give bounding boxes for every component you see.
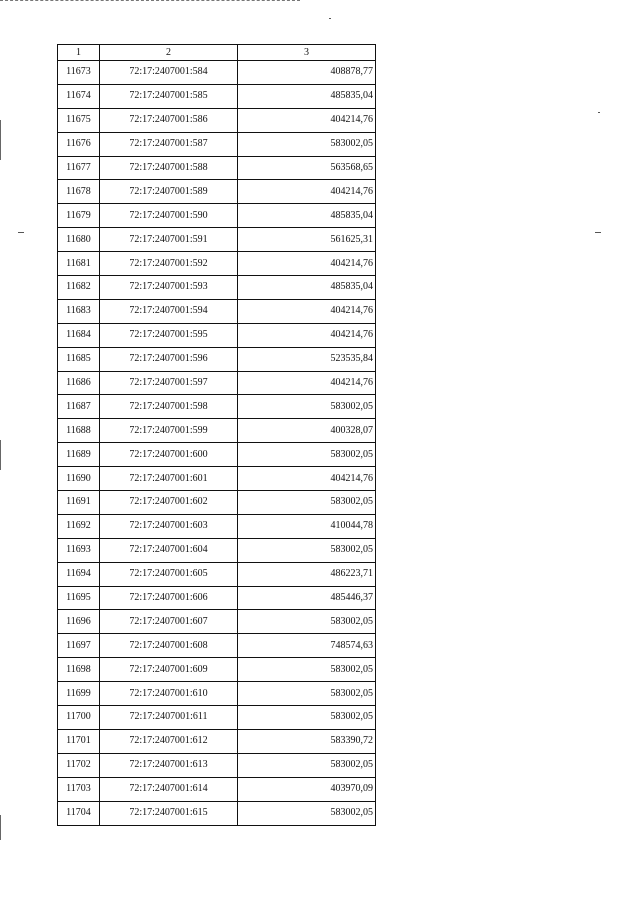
value-cell: 486223,71 [238, 562, 376, 586]
row-number-cell: 11690 [58, 467, 100, 491]
cadastral-number-cell: 72:17:2407001:608 [100, 634, 238, 658]
value-cell: 583002,05 [238, 801, 376, 825]
value-cell: 583002,05 [238, 658, 376, 682]
table-row [58, 753, 376, 777]
table-row [58, 634, 376, 658]
cadastral-number-cell: 72:17:2407001:596 [100, 347, 238, 371]
scan-margin-mark [0, 120, 1, 160]
table-row [58, 443, 376, 467]
table-row [58, 84, 376, 108]
value-cell: 583002,05 [238, 753, 376, 777]
value-cell: 404214,76 [238, 299, 376, 323]
row-number-cell: 11677 [58, 156, 100, 180]
row-number-cell: 11700 [58, 706, 100, 730]
table-row [58, 132, 376, 156]
cadastral-number-cell: 72:17:2407001:587 [100, 132, 238, 156]
table-row [58, 323, 376, 347]
value-cell: 748574,63 [238, 634, 376, 658]
row-number-cell: 11683 [58, 299, 100, 323]
value-cell: 561625,31 [238, 228, 376, 252]
cadastral-number-cell: 72:17:2407001:605 [100, 562, 238, 586]
row-number-cell: 11680 [58, 228, 100, 252]
cadastral-number-cell: 72:17:2407001:611 [100, 706, 238, 730]
table-row [58, 371, 376, 395]
column-header: 3 [238, 45, 376, 61]
cadastral-number-cell: 72:17:2407001:597 [100, 371, 238, 395]
value-cell: 583002,05 [238, 682, 376, 706]
header-row [58, 45, 376, 61]
row-number-cell: 11688 [58, 419, 100, 443]
cadastral-number-cell: 72:17:2407001:604 [100, 538, 238, 562]
value-cell: 485835,04 [238, 276, 376, 300]
row-number-cell: 11696 [58, 610, 100, 634]
row-number-cell: 11687 [58, 395, 100, 419]
table-row [58, 682, 376, 706]
cadastral-number-cell: 72:17:2407001:598 [100, 395, 238, 419]
row-number-cell: 11701 [58, 729, 100, 753]
value-cell: 404214,76 [238, 252, 376, 276]
row-number-cell: 11682 [58, 276, 100, 300]
row-number-cell: 11673 [58, 61, 100, 85]
scan-speck [595, 232, 601, 233]
cadastral-number-cell: 72:17:2407001:606 [100, 586, 238, 610]
row-number-cell: 11694 [58, 562, 100, 586]
scan-speck [598, 112, 600, 113]
value-cell: 404214,76 [238, 371, 376, 395]
cadastral-number-cell: 72:17:2407001:600 [100, 443, 238, 467]
table-row [58, 228, 376, 252]
cadastral-number-cell: 72:17:2407001:586 [100, 108, 238, 132]
scan-margin-mark [0, 440, 1, 470]
column-header: 1 [58, 45, 100, 61]
value-cell: 403970,09 [238, 777, 376, 801]
table-row [58, 777, 376, 801]
table-row [58, 562, 376, 586]
cadastral-number-cell: 72:17:2407001:592 [100, 252, 238, 276]
cadastral-number-cell: 72:17:2407001:615 [100, 801, 238, 825]
row-number-cell: 11699 [58, 682, 100, 706]
table-row [58, 156, 376, 180]
value-cell: 583002,05 [238, 395, 376, 419]
scan-edge-line [0, 0, 300, 2]
cadastral-number-cell: 72:17:2407001:588 [100, 156, 238, 180]
value-cell: 583002,05 [238, 132, 376, 156]
row-number-cell: 11679 [58, 204, 100, 228]
row-number-cell: 11689 [58, 443, 100, 467]
table-row [58, 610, 376, 634]
table-row [58, 299, 376, 323]
value-cell: 404214,76 [238, 108, 376, 132]
table-row [58, 729, 376, 753]
cadastral-number-cell: 72:17:2407001:601 [100, 467, 238, 491]
table-row [58, 180, 376, 204]
table-row [58, 467, 376, 491]
cadastral-number-cell: 72:17:2407001:591 [100, 228, 238, 252]
value-cell: 583002,05 [238, 443, 376, 467]
row-number-cell: 11686 [58, 371, 100, 395]
value-cell: 400328,07 [238, 419, 376, 443]
table-row [58, 419, 376, 443]
value-cell: 404214,76 [238, 180, 376, 204]
row-number-cell: 11703 [58, 777, 100, 801]
table-row [58, 347, 376, 371]
column-header: 2 [100, 45, 238, 61]
table-row [58, 514, 376, 538]
value-cell: 485835,04 [238, 84, 376, 108]
table-row [58, 276, 376, 300]
table-row [58, 395, 376, 419]
cadastral-number-cell: 72:17:2407001:594 [100, 299, 238, 323]
table-row [58, 108, 376, 132]
row-number-cell: 11702 [58, 753, 100, 777]
table-row [58, 801, 376, 825]
cadastral-number-cell: 72:17:2407001:614 [100, 777, 238, 801]
cadastral-number-cell: 72:17:2407001:589 [100, 180, 238, 204]
cadastral-number-cell: 72:17:2407001:599 [100, 419, 238, 443]
value-cell: 583002,05 [238, 538, 376, 562]
cadastral-value-table [57, 44, 376, 826]
table-row [58, 204, 376, 228]
row-number-cell: 11678 [58, 180, 100, 204]
value-cell: 583002,05 [238, 491, 376, 515]
value-cell: 523535,84 [238, 347, 376, 371]
row-number-cell: 11685 [58, 347, 100, 371]
cadastral-number-cell: 72:17:2407001:595 [100, 323, 238, 347]
row-number-cell: 11692 [58, 514, 100, 538]
cadastral-number-cell: 72:17:2407001:613 [100, 753, 238, 777]
row-number-cell: 11681 [58, 252, 100, 276]
table-row [58, 61, 376, 85]
value-cell: 485835,04 [238, 204, 376, 228]
value-cell: 563568,65 [238, 156, 376, 180]
row-number-cell: 11684 [58, 323, 100, 347]
cadastral-number-cell: 72:17:2407001:607 [100, 610, 238, 634]
value-cell: 583002,05 [238, 706, 376, 730]
cadastral-number-cell: 72:17:2407001:590 [100, 204, 238, 228]
row-number-cell: 11693 [58, 538, 100, 562]
value-cell: 583002,05 [238, 610, 376, 634]
cadastral-number-cell: 72:17:2407001:610 [100, 682, 238, 706]
value-cell: 410044,78 [238, 514, 376, 538]
row-number-cell: 11698 [58, 658, 100, 682]
table-row [58, 538, 376, 562]
cadastral-number-cell: 72:17:2407001:602 [100, 491, 238, 515]
table-row [58, 252, 376, 276]
value-cell: 408878,77 [238, 61, 376, 85]
scan-speck [18, 232, 24, 233]
scan-margin-mark [0, 815, 1, 840]
cadastral-number-cell: 72:17:2407001:603 [100, 514, 238, 538]
value-cell: 404214,76 [238, 323, 376, 347]
scan-speck [329, 18, 331, 19]
table-row [58, 586, 376, 610]
row-number-cell: 11691 [58, 491, 100, 515]
row-number-cell: 11697 [58, 634, 100, 658]
cadastral-number-cell: 72:17:2407001:585 [100, 84, 238, 108]
cadastral-number-cell: 72:17:2407001:584 [100, 61, 238, 85]
cadastral-number-cell: 72:17:2407001:612 [100, 729, 238, 753]
value-cell: 404214,76 [238, 467, 376, 491]
row-number-cell: 11704 [58, 801, 100, 825]
value-cell: 485446,37 [238, 586, 376, 610]
cadastral-number-cell: 72:17:2407001:609 [100, 658, 238, 682]
row-number-cell: 11695 [58, 586, 100, 610]
table-row [58, 658, 376, 682]
row-number-cell: 11675 [58, 108, 100, 132]
table-row [58, 491, 376, 515]
table-row [58, 706, 376, 730]
value-cell: 583390,72 [238, 729, 376, 753]
cadastral-number-cell: 72:17:2407001:593 [100, 276, 238, 300]
row-number-cell: 11674 [58, 84, 100, 108]
row-number-cell: 11676 [58, 132, 100, 156]
